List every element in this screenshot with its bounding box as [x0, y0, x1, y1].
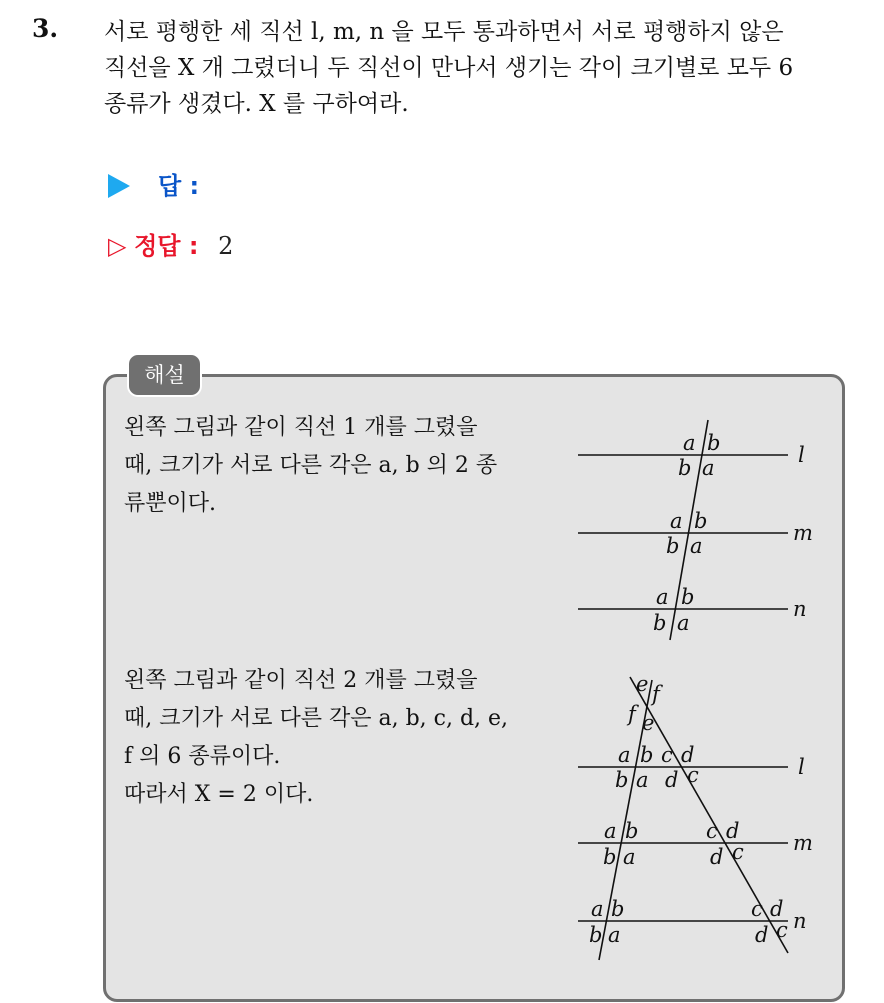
- solution-p2-line-2: 때, 크기가 서로 다른 각은 a, b, c, d, e,: [124, 706, 509, 731]
- figure-2-labels: [589, 672, 813, 947]
- solution-p1-line-2: 때, 크기가 서로 다른 각은 a, b 의 2 종: [124, 453, 498, 478]
- fig1-angle-n-tr: b: [681, 585, 695, 609]
- fig1-angle-m-tl: a: [670, 509, 683, 533]
- fig1-angle-l-tr: b: [707, 431, 721, 455]
- fig2-t1-l-br: a: [636, 768, 649, 792]
- fig1-label-l: l: [798, 443, 805, 467]
- solution-p2-line-4: 따라서 X = 2 이다.: [124, 782, 314, 807]
- fig2-t1-n-tr: b: [611, 897, 625, 921]
- fig2-t2-n-tl: c: [751, 897, 763, 921]
- fig2-t1-l-bl: b: [615, 768, 629, 792]
- fig2-t1-m-tr: b: [625, 819, 639, 843]
- solution-p2-line-3: f 의 6 종류이다.: [124, 744, 281, 769]
- fig2-top-e1: e: [636, 672, 649, 696]
- fig2-t1-l-tl: a: [618, 743, 631, 767]
- fig2-t1-n-tl: a: [591, 897, 604, 921]
- fig2-t2-m-tl: c: [706, 819, 718, 843]
- fig2-t2-n-bl: d: [755, 923, 769, 947]
- fig2-line-label-n: n: [793, 909, 807, 933]
- fig2-t1-m-br: a: [623, 845, 636, 869]
- correct-answer-value: 2: [218, 232, 234, 260]
- fig1-angle-l-br: a: [702, 456, 715, 480]
- question-line-2: 직선을 X 개 그렸더니 두 직선이 만나서 생기는 각이 크기별로 모두 6: [104, 55, 794, 81]
- fig1-label-n: n: [793, 597, 807, 621]
- fig2-t2-l-tr: d: [681, 743, 695, 767]
- fig2-t2-l-tl: c: [661, 743, 673, 767]
- question-line-3: 종류가 생겼다. X 를 구하여라.: [104, 91, 409, 117]
- solution-p1-line-1: 왼쪽 그림과 같이 직선 1 개를 그렸을: [124, 415, 478, 440]
- fig2-t2-m-bl: d: [710, 845, 724, 869]
- fig2-t2-n-br: c: [776, 918, 788, 942]
- solution-p1-line-3: 류뿐이다.: [124, 491, 217, 516]
- solution-p2-line-1: 왼쪽 그림과 같이 직선 2 개를 그렸을: [124, 668, 478, 693]
- fig1-angle-n-bl: b: [653, 611, 667, 635]
- fig2-t1-n-br: a: [608, 923, 621, 947]
- fig2-line-label-m: m: [793, 831, 813, 855]
- fig2-t2-n-tr: d: [770, 897, 784, 921]
- correct-answer-label: 정답 :: [134, 232, 199, 260]
- question-number: 3.: [32, 14, 59, 43]
- fig1-angle-m-tr: b: [694, 509, 708, 533]
- fig2-t1-m-tl: a: [604, 819, 617, 843]
- fig1-angle-l-tl: a: [683, 431, 696, 455]
- fig1-angle-n-br: a: [677, 611, 690, 635]
- fig2-t1-m-bl: b: [603, 845, 617, 869]
- answer-label: 답 :: [158, 172, 200, 200]
- fig2-top-f1: f: [652, 682, 660, 706]
- fig1-angle-n-tl: a: [656, 585, 669, 609]
- question-line-1: 서로 평행한 세 직선 l, m, n 을 모두 통과하면서 서로 평행하지 않은: [104, 19, 784, 45]
- fig1-label-m: m: [793, 521, 813, 545]
- fig2-top-f2: f: [628, 702, 636, 726]
- fig1-angle-l-bl: b: [678, 456, 692, 480]
- fig1-angle-m-br: a: [690, 534, 703, 558]
- fig2-t2-m-br: c: [732, 840, 744, 864]
- fig2-t2-m-tr: d: [726, 819, 740, 843]
- fig2-t2-l-bl: d: [665, 768, 679, 792]
- fig2-t1-n-bl: b: [589, 923, 603, 947]
- fig2-top-e2: e: [642, 711, 655, 735]
- fig1-angle-m-bl: b: [666, 534, 680, 558]
- fig2-t2-l-br: c: [687, 763, 699, 787]
- fig2-t1-l-tr: b: [640, 743, 654, 767]
- outline-triangle-icon: ▷: [108, 232, 127, 260]
- fig2-line-label-l: l: [798, 755, 805, 779]
- solution-tag: 해설: [127, 353, 202, 397]
